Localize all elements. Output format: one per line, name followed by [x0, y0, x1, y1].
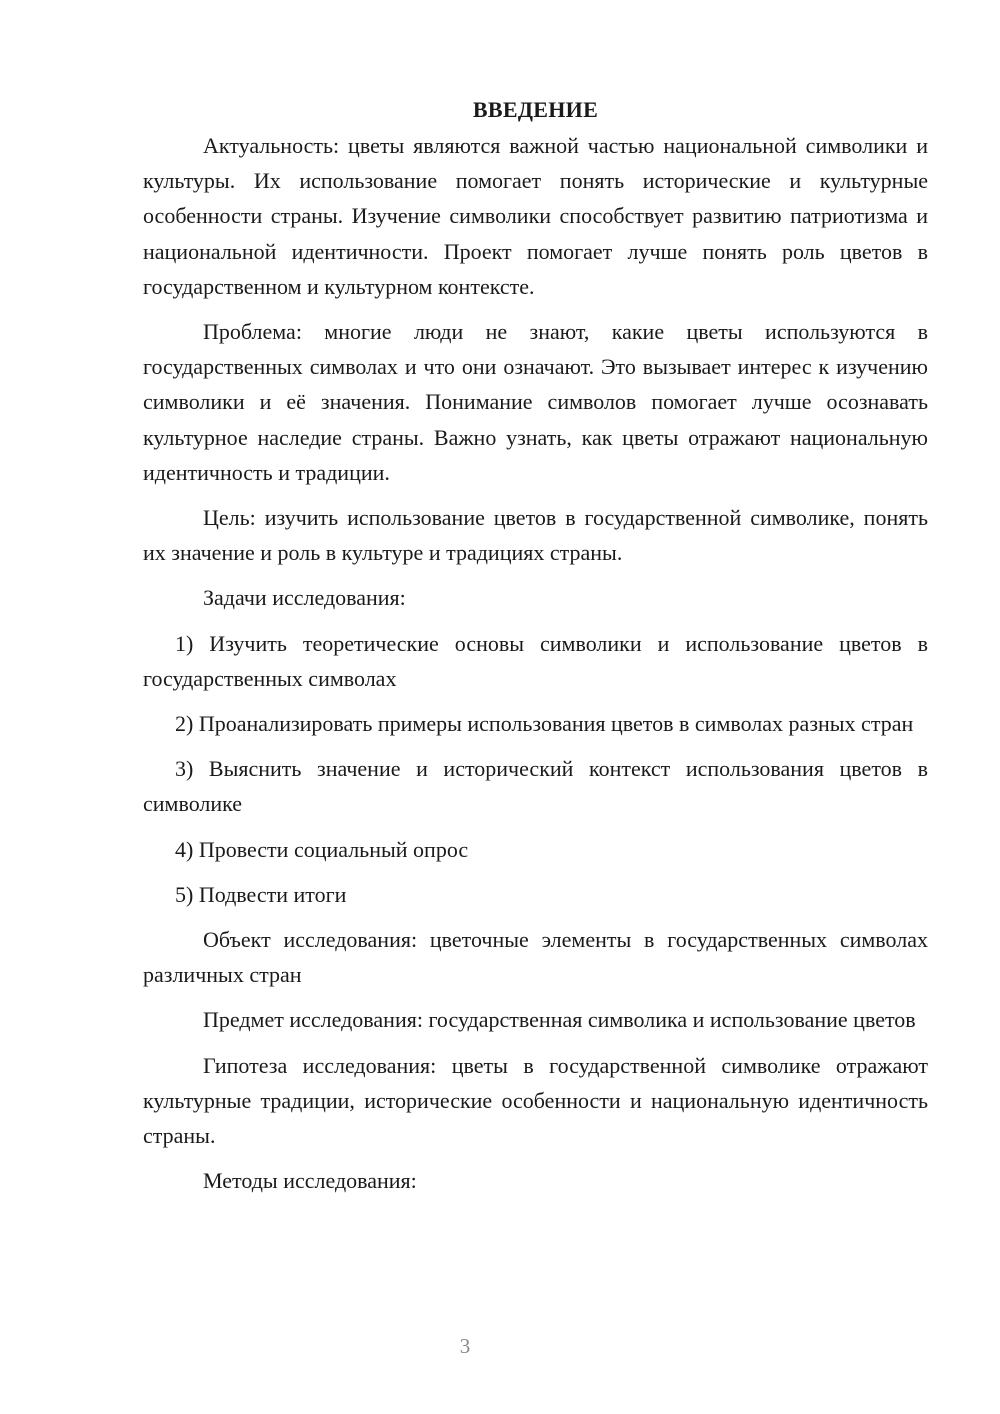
methods-heading: Методы исследования:	[203, 1168, 417, 1194]
paragraph-hypothesis: Гипотеза исследования: цветы в государственной символике отражают культурные традиции, исторические особенности и национальную идентичность страны.	[143, 1052, 928, 1149]
task-item: 4) Провести социальный опрос	[175, 836, 469, 862]
task-item: 5) Подвести итоги	[175, 881, 347, 907]
task-item: 2) Проанализировать примеры использования цветов в символах разных стран	[175, 711, 914, 737]
paragraph-relevance: Актуальность: цветы являются важной частью национальной символики и культуры. Их использование помогает понять исторические и культурные особенности страны. Изучение символики способствует развитию патриотизма и национальной идентичности. Проект помогает лучше понять роль цветов в государственном и культурном контексте.	[143, 133, 928, 299]
paragraph-goal: Цель: изучить использование цветов в государственной символике, понять их значение и роль в культуре и традициях страны.	[143, 505, 928, 566]
page-number: 3	[459, 1334, 471, 1358]
paragraph-subject: Предмет исследования: государственная символика и использование цветов	[203, 1007, 916, 1033]
task-item: 3) Выяснить значение и исторический контекст использования цветов в символике	[143, 756, 928, 817]
task-item: 1) Изучить теоретические основы символики и использование цветов в государственных символах	[143, 630, 928, 691]
page-content	[143, 92, 928, 1208]
paragraph-problem: Проблема: многие люди не знают, какие цветы используются в государственных символах и что они означают. Это вызывает интерес к изучению символики и её значения. Понимание символов помогает лучше осознавать культурное наследие страны. Важно узнать, как цветы отражают национальную идентичность и традиции.	[143, 319, 928, 485]
tasks-heading: Задачи исследования:	[203, 585, 406, 611]
paragraph-object: Объект исследования: цветочные элементы в государственных символах различных стран	[143, 927, 928, 988]
page-title: ВВЕДЕНИЕ	[472, 97, 599, 122]
